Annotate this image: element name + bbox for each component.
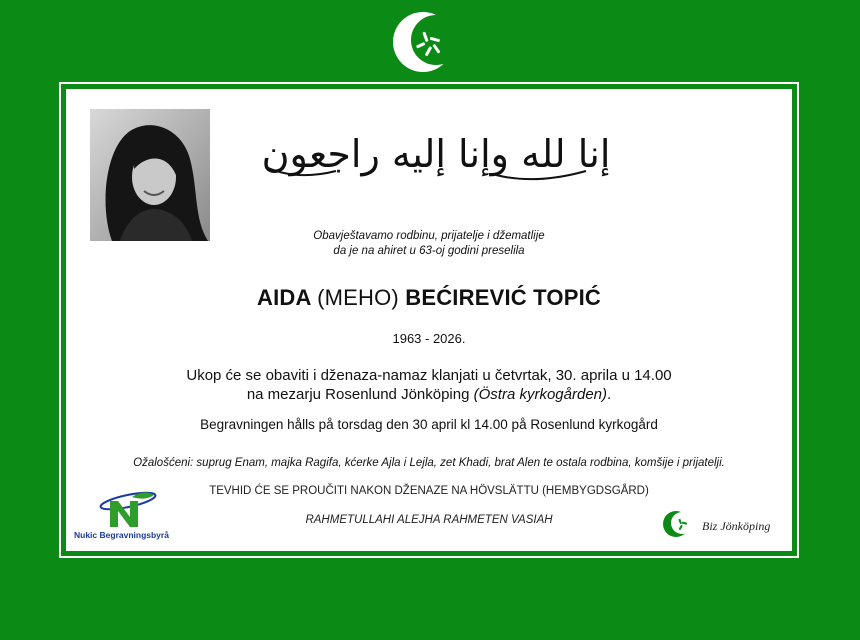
- mourners-list: Ožalošćeni: suprug Enam, majka Ragifa, kćerke Ajla i Lejla, zet Khadi, brat Alen te ostala rodbina, komšije i prijatelji.: [133, 457, 725, 469]
- last-name: BEĆIREVIĆ TOPIĆ: [405, 285, 601, 310]
- intro-line-2: da je na ahiret u 63-oj godini preselila: [333, 245, 525, 257]
- portrait-photo: [90, 109, 210, 241]
- crescent-star-icon: [662, 509, 692, 539]
- burial-swedish: Begravningen hålls på torsdag den 30 april kl 14.00 på Rosenlund kyrkogård: [200, 417, 658, 432]
- arabic-calligraphy: [256, 115, 616, 195]
- father-name: (MEHO): [317, 285, 399, 310]
- intro-line-1: Obavještavamo rodbinu, prijatelje i džematlije: [313, 230, 545, 242]
- svg-text:إنا لله وإنا إليه راجعون: إنا لله وإنا إليه راجعون: [261, 132, 611, 176]
- first-name: AIDA: [257, 285, 311, 310]
- life-years: 1963 - 2026.: [392, 331, 466, 346]
- obituary-card: [66, 89, 792, 551]
- burial-line-2: [66, 385, 792, 404]
- community-name: Biz Jönköping: [702, 519, 771, 533]
- crescent-star-icon: [386, 8, 460, 76]
- deceased-name: [66, 285, 792, 311]
- tevhid-notice: TEVHID ĆE SE PROUČITI NAKON DŽENAZE NA HÖVSLÄTTU (HEMBYGDSGÅRD): [209, 485, 649, 497]
- funeral-home-name: Nukic Begravningsbyrå: [74, 530, 169, 540]
- prayer-line: RAHMETULLAHI ALEJHA RAHMETEN VASIAH: [305, 514, 553, 526]
- burial-place: na mezarju Rosenlund Jönköping: [246, 386, 474, 403]
- leaf-n-logo-icon: [96, 487, 158, 531]
- burial-line-1: Ukop će se obaviti i dženaza-namaz klanjati u četvrtak, 30. aprila u 14.00: [186, 367, 672, 384]
- burial-info: [66, 366, 792, 404]
- cemetery-name: (Östra kyrkogården): [473, 386, 607, 403]
- burial-period: .: [607, 386, 612, 403]
